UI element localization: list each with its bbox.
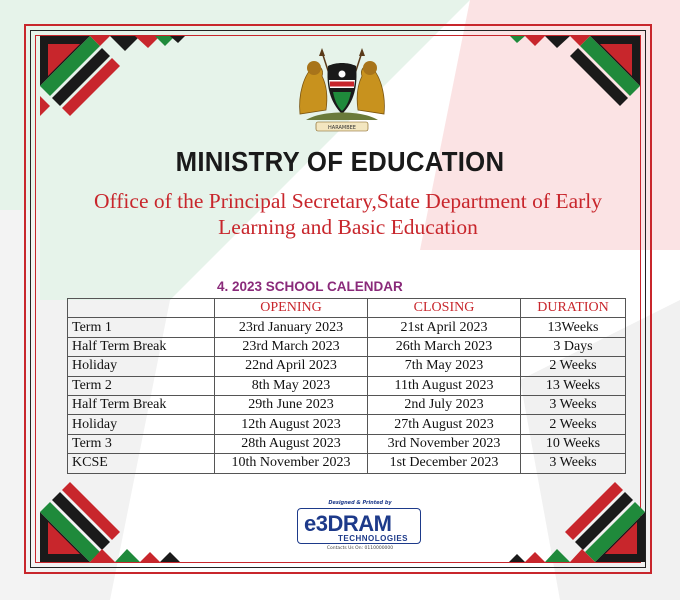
table-row [68,376,626,395]
cell-duration: 13Weeks [521,318,626,337]
corner-ornament-bottom-right [505,470,645,562]
coat-of-arms-icon [292,44,392,136]
cell-closing: 21st April 2023 [368,318,521,337]
cell-closing: 3rd November 2023 [368,434,521,453]
cell-closing: 26th March 2023 [368,337,521,356]
table-header-row [68,299,626,318]
office-subtitle-line1: Office of the Principal Secretary,State Department of Early [93,189,603,213]
badge-bottom-text: Contacts Us On: 0110000000 [326,546,394,551]
cell-opening: 23rd January 2023 [215,318,368,337]
cell-opening: 10th November 2023 [215,454,368,473]
cell-opening: 8th May 2023 [215,376,368,395]
calendar-heading: 4. 2023 SCHOOL CALENDAR [217,279,403,294]
badge-logo-text: e3DRAM [304,511,392,536]
crest-motto: HARAMBEE [328,125,356,131]
badge-logo-subtext: TECHNOLOGIES [338,534,409,543]
cell-opening: 29th June 2023 [215,395,368,414]
cell-term: Holiday [68,357,215,376]
corner-ornament-bottom-left [40,470,190,562]
cell-closing: 7th May 2023 [368,357,521,376]
table-row [68,318,626,337]
designer-badge [295,500,425,552]
table-row [68,454,626,473]
cell-term: Term 3 [68,434,215,453]
column-header-duration: DURATION [521,299,626,318]
column-header-opening: OPENING [215,299,368,318]
corner-ornament-top-right [500,36,640,116]
cell-closing: 1st December 2023 [368,454,521,473]
table-row [68,337,626,356]
badge-logo-box [297,508,421,544]
badge-top-text: Designed & Printed by [328,500,392,506]
cell-duration: 3 Weeks [521,395,626,414]
table-row [68,357,626,376]
cell-duration: 3 Weeks [521,454,626,473]
cell-opening: 23rd March 2023 [215,337,368,356]
cell-opening: 12th August 2023 [215,415,368,434]
cell-closing: 27th August 2023 [368,415,521,434]
school-calendar-table [67,298,626,474]
cell-duration: 3 Days [521,337,626,356]
office-subtitle-line2: Learning and Basic Education [218,215,478,239]
cell-term: Half Term Break [68,395,215,414]
table-row [68,415,626,434]
table-row [68,434,626,453]
cell-opening: 22nd April 2023 [215,357,368,376]
cell-term: Half Term Break [68,337,215,356]
cell-closing: 2nd July 2023 [368,395,521,414]
cell-duration: 2 Weeks [521,415,626,434]
office-subtitle [60,188,636,240]
column-header-term [68,299,215,318]
column-header-closing: CLOSING [368,299,521,318]
cell-duration: 13 Weeks [521,376,626,395]
cell-closing: 11th August 2023 [368,376,521,395]
cell-term: Term 2 [68,376,215,395]
cell-opening: 28th August 2023 [215,434,368,453]
table-row [68,395,626,414]
cell-duration: 10 Weeks [521,434,626,453]
corner-ornament-top-left [40,36,190,126]
cell-term: Term 1 [68,318,215,337]
ministry-title: MINISTRY OF EDUCATION [175,146,505,177]
cell-duration: 2 Weeks [521,357,626,376]
cell-term: KCSE [68,454,215,473]
cell-term: Holiday [68,415,215,434]
